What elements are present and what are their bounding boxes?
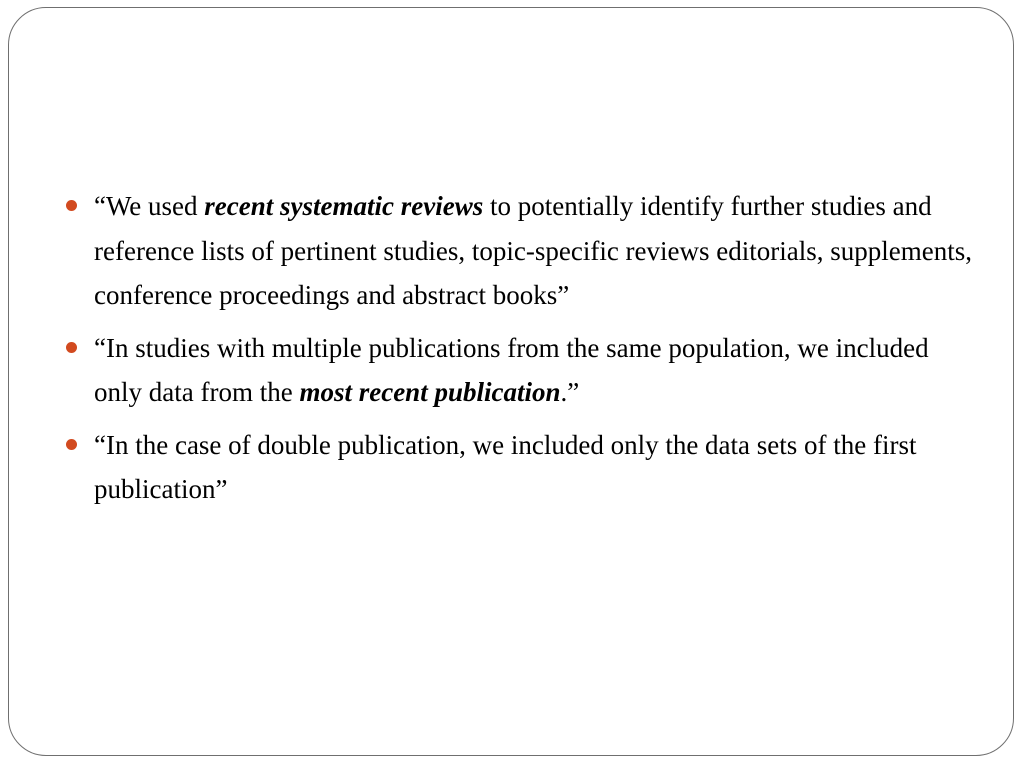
bullet-text-before: “In studies with multiple publications from the same population, we included only data from the xyxy=(94,332,929,407)
bullet-dot-icon xyxy=(66,439,77,450)
bullet-dot-icon xyxy=(66,342,77,353)
bullet-item-multiple-publications xyxy=(94,326,974,415)
bullet-text: “In the case of double publication, we included only the data sets of the first publication” xyxy=(94,429,917,504)
bullet-item-double-publication xyxy=(94,423,974,512)
bullet-list xyxy=(94,184,974,520)
bullet-text-after: to potentially identify further studies and reference lists of pertinent studies, topic-specific reviews editorials, supplements, conference proceedings and abstract books” xyxy=(94,191,972,310)
bullet-dot-icon xyxy=(66,200,77,211)
bullet-text-after: .” xyxy=(560,377,580,407)
bullet-emphasis: recent systematic reviews xyxy=(204,191,484,221)
bullet-text-before: “We used xyxy=(94,191,205,221)
bullet-emphasis: most recent publication xyxy=(299,377,561,407)
bullet-item-systematic-reviews xyxy=(94,184,974,318)
